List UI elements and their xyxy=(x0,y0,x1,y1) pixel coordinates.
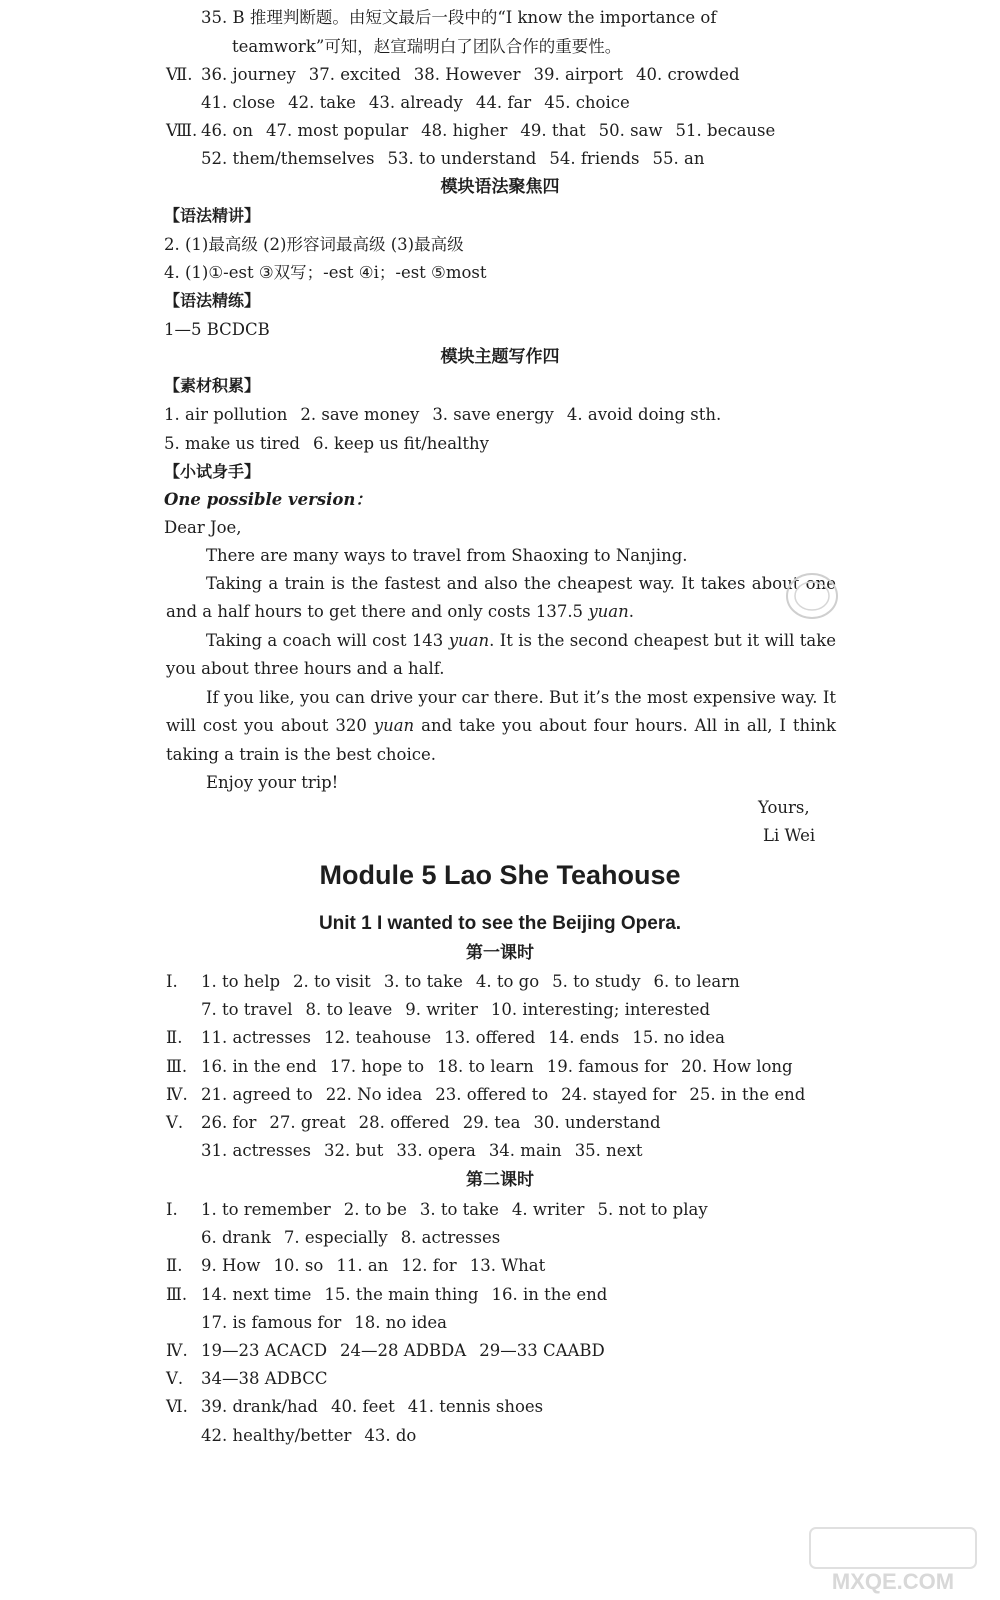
answer-row xyxy=(201,1285,620,1305)
letter-paragraph-2 xyxy=(166,570,836,627)
roman-numeral: Ⅳ. xyxy=(166,1341,188,1360)
answer-row xyxy=(201,1057,806,1077)
answer-row xyxy=(201,1369,341,1389)
answer-item: 35. next xyxy=(574,1141,643,1161)
answer-item: 43. already xyxy=(368,93,463,112)
answer-item: 53. to understand xyxy=(387,149,537,168)
answer-item: 24—28 ADBDA xyxy=(340,1341,467,1360)
answer-item: 16. in the end xyxy=(491,1284,608,1304)
answer-item: 8. to leave xyxy=(305,1000,393,1020)
material-row xyxy=(164,434,502,454)
answer-item: 50. saw xyxy=(598,121,663,140)
answer-item: 43. do xyxy=(364,1425,417,1445)
answer-item: 4. writer xyxy=(511,1200,585,1219)
answer-item: 45. choice xyxy=(544,93,630,112)
grammar-practice-header: 【语法精练】 xyxy=(164,291,261,310)
paragraph-text: Taking a train is the fastest and also the cheapest way. It takes about one and a half hours to get there and only costs 137.5 xyxy=(166,574,836,622)
answer-item: 14. ends xyxy=(548,1028,620,1048)
answer-item: 42. take xyxy=(288,93,356,112)
currency-word: yuan xyxy=(373,716,415,736)
answer-item: 4. to go xyxy=(475,972,540,991)
currency-word: yuan xyxy=(448,631,490,650)
answer-item: 19—23 ACACD xyxy=(201,1341,328,1360)
letter-paragraph-5 xyxy=(166,769,836,797)
answer-item: 28. offered xyxy=(358,1113,450,1132)
answer-item: 13. offered xyxy=(444,1028,536,1048)
answer-item: 13. What xyxy=(469,1256,546,1276)
paragraph-text: . It is the second cheapest but it will take you about three hours and a half. xyxy=(166,631,836,679)
answer-item: 29—33 CAABD xyxy=(479,1341,605,1360)
answer-item: 18. to learn xyxy=(437,1056,534,1076)
letter-signature: Li Wei xyxy=(763,826,816,845)
q35-line-2: teamwork”可知，赵宣瑞明白了团队合作的重要性。 xyxy=(232,37,622,56)
grammar-section-title: 模块语法聚焦四 xyxy=(440,177,560,197)
paragraph-text: Taking a coach will cost 143 xyxy=(206,631,449,650)
answer-item: 3. to take xyxy=(419,1200,499,1219)
answer-item: 15. no idea xyxy=(632,1028,725,1048)
material-item: 5. make us tired xyxy=(164,434,300,453)
answer-item: 3. to take xyxy=(383,972,463,991)
watermark-logo xyxy=(808,1526,978,1596)
answer-row xyxy=(201,1028,738,1048)
answer-row xyxy=(201,1426,429,1446)
answer-item: 1. to remember xyxy=(201,1200,331,1219)
letter-closing: Yours, xyxy=(758,798,810,817)
answer-row xyxy=(201,1313,460,1333)
roman-numeral: Ⅴ. xyxy=(166,1369,184,1389)
answer-item: 29. tea xyxy=(462,1113,521,1132)
material-item: 6. keep us fit/healthy xyxy=(312,434,489,453)
answer-item: 39. drank/had xyxy=(201,1397,318,1417)
answer-item: 15. the main thing xyxy=(324,1284,479,1304)
watermark-text: MXQE.COM xyxy=(831,1569,955,1594)
answer-item: 41. close xyxy=(201,93,276,112)
q35-line-1: 35. B 推理判断题。由短文最后一段中的“I know the importance of xyxy=(201,8,717,27)
paragraph-text: If you like, you can drive your car there. But it’s the most expensive way. It will cost you about 320 xyxy=(166,688,836,736)
material-header: 【素材积累】 xyxy=(164,376,261,395)
material-item: 1. air pollution xyxy=(164,405,288,424)
answer-item: 23. offered to xyxy=(435,1084,549,1104)
paragraph-text: and take you about four hours. All in all, I think taking a train is the best choice. xyxy=(166,716,836,764)
answer-item: 5. not to play xyxy=(597,1200,708,1219)
roman-numeral: Ⅳ. xyxy=(166,1084,188,1104)
answer-item: 14. next time xyxy=(201,1284,312,1304)
answer-item: 2. to be xyxy=(343,1200,407,1219)
unit-title: Unit 1 I wanted to see the Beijing Opera. xyxy=(318,913,682,934)
lesson2-title: 第二课时 xyxy=(466,1170,534,1190)
answer-item: 22. No idea xyxy=(325,1084,423,1104)
answer-item: 26. for xyxy=(201,1113,257,1132)
answer-item: 17. hope to xyxy=(329,1056,425,1076)
paragraph-text: . xyxy=(628,602,634,622)
answer-item: 40. crowded xyxy=(635,65,740,84)
answer-item: 32. but xyxy=(324,1141,384,1161)
answer-item: 10. so xyxy=(273,1256,324,1276)
answer-item: 34—38 ADBCC xyxy=(201,1369,328,1389)
roman-numeral-8: Ⅷ. xyxy=(166,121,198,140)
roman-numeral: Ⅲ. xyxy=(166,1056,188,1076)
answer-row xyxy=(201,1341,618,1361)
lesson1-title: 第一课时 xyxy=(466,943,534,963)
answer-item: 20. How long xyxy=(681,1056,793,1076)
answer-item: 19. famous for xyxy=(546,1056,669,1076)
answer-item: 37. excited xyxy=(308,65,401,84)
answer-row xyxy=(201,65,753,85)
answer-item: 7. especially xyxy=(283,1228,388,1248)
answer-item: 47. most popular xyxy=(266,121,409,140)
roman-numeral: Ⅰ. xyxy=(166,972,178,991)
letter-greeting: Dear Joe, xyxy=(164,518,242,537)
answer-item: 48. higher xyxy=(421,121,508,140)
answer-item: 41. tennis shoes xyxy=(407,1397,544,1417)
letter-paragraph-4 xyxy=(166,684,836,769)
answer-item: 40. feet xyxy=(330,1397,395,1417)
answer-item: 9. How xyxy=(201,1256,261,1276)
material-item: 3. save energy xyxy=(432,405,554,424)
writing-section-title: 模块主题写作四 xyxy=(440,347,560,367)
answer-item: 21. agreed to xyxy=(201,1084,313,1104)
answer-item: 44. far xyxy=(475,93,532,112)
answer-item: 36. journey xyxy=(201,65,296,84)
answer-row xyxy=(201,121,788,141)
answer-item: 24. stayed for xyxy=(561,1084,677,1104)
answer-row xyxy=(201,93,643,113)
roman-numeral: Ⅵ. xyxy=(166,1397,188,1417)
answer-item: 30. understand xyxy=(533,1113,661,1132)
answer-row xyxy=(201,1200,721,1220)
answer-item: 49. that xyxy=(520,121,586,140)
answer-item: 18. no idea xyxy=(354,1312,448,1332)
roman-numeral: Ⅱ. xyxy=(166,1028,183,1048)
answer-item: 46. on xyxy=(201,121,254,140)
answer-item: 55. an xyxy=(652,149,705,168)
paragraph-text: There are many ways to travel from Shaoxing to Nanjing. xyxy=(206,546,688,565)
roman-numeral: Ⅲ. xyxy=(166,1284,188,1304)
answer-row xyxy=(201,1000,723,1020)
answer-item: 7. to travel xyxy=(201,1000,293,1020)
answer-item: 42. healthy/better xyxy=(201,1425,352,1445)
answer-item: 6. drank xyxy=(201,1228,271,1248)
answer-item: 8. actresses xyxy=(400,1228,501,1248)
roman-numeral: Ⅰ. xyxy=(166,1200,178,1219)
answer-item: 34. main xyxy=(488,1141,562,1161)
answer-item: 31. actresses xyxy=(201,1141,312,1161)
roman-numeral-7: Ⅶ. xyxy=(166,65,193,84)
answer-item: 12. for xyxy=(401,1256,457,1276)
grammar-explain-header: 【语法精讲】 xyxy=(164,206,261,225)
answer-item: 5. to study xyxy=(552,972,641,991)
answer-row xyxy=(201,149,717,169)
answer-item: 16. in the end xyxy=(201,1056,317,1076)
currency-word: yuan xyxy=(588,602,629,622)
grammar-line-3: 1—5 BCDCB xyxy=(164,320,270,339)
stamp-mark xyxy=(782,566,842,626)
answer-item: 11. actresses xyxy=(201,1028,312,1048)
practice-header: 【小试身手】 xyxy=(164,462,261,481)
answer-item: 1. to help xyxy=(201,972,281,991)
answer-item: 9. writer xyxy=(405,1000,478,1020)
answer-item: 27. great xyxy=(269,1113,346,1132)
answer-item: 12. teahouse xyxy=(324,1028,432,1048)
paragraph-text: Enjoy your trip! xyxy=(206,773,339,792)
roman-numeral: Ⅱ. xyxy=(166,1256,183,1276)
answer-item: 11. an xyxy=(336,1256,389,1276)
grammar-line-1: 2. (1)最高级 (2)形容词最高级 (3)最高级 xyxy=(164,235,464,254)
answer-row xyxy=(201,1397,556,1417)
answer-item: 10. interesting; interested xyxy=(490,1000,711,1020)
answer-item: 25. in the end xyxy=(689,1084,806,1104)
letter-paragraph-1 xyxy=(166,542,836,570)
letter-paragraph-3 xyxy=(166,627,836,684)
answer-row xyxy=(201,972,753,992)
material-item: 2. save money xyxy=(300,405,420,424)
module-title: Module 5 Lao She Teahouse xyxy=(319,860,681,890)
answer-row xyxy=(201,1113,674,1133)
material-row xyxy=(164,405,734,425)
material-item: 4. avoid doing sth. xyxy=(566,405,722,424)
answer-row xyxy=(201,1256,558,1276)
answer-row xyxy=(201,1228,513,1248)
answer-row xyxy=(201,1141,656,1161)
answer-item: 54. friends xyxy=(549,149,640,168)
answer-item: 33. opera xyxy=(396,1141,476,1161)
answer-row xyxy=(201,1085,818,1105)
answer-item: 39. airport xyxy=(533,65,623,84)
grammar-line-2: 4. (1)①-est ③双写；-est ④i；-est ⑤most xyxy=(164,263,487,282)
answer-item: 2. to visit xyxy=(293,972,371,991)
answer-item: 38. However xyxy=(413,65,521,84)
version-label: One possible version： xyxy=(164,490,372,509)
answer-item: 51. because xyxy=(675,121,776,140)
answer-item: 6. to learn xyxy=(653,972,740,991)
roman-numeral: Ⅴ. xyxy=(166,1113,184,1132)
answer-item: 17. is famous for xyxy=(201,1312,342,1332)
answer-item: 52. them/themselves xyxy=(201,149,375,168)
